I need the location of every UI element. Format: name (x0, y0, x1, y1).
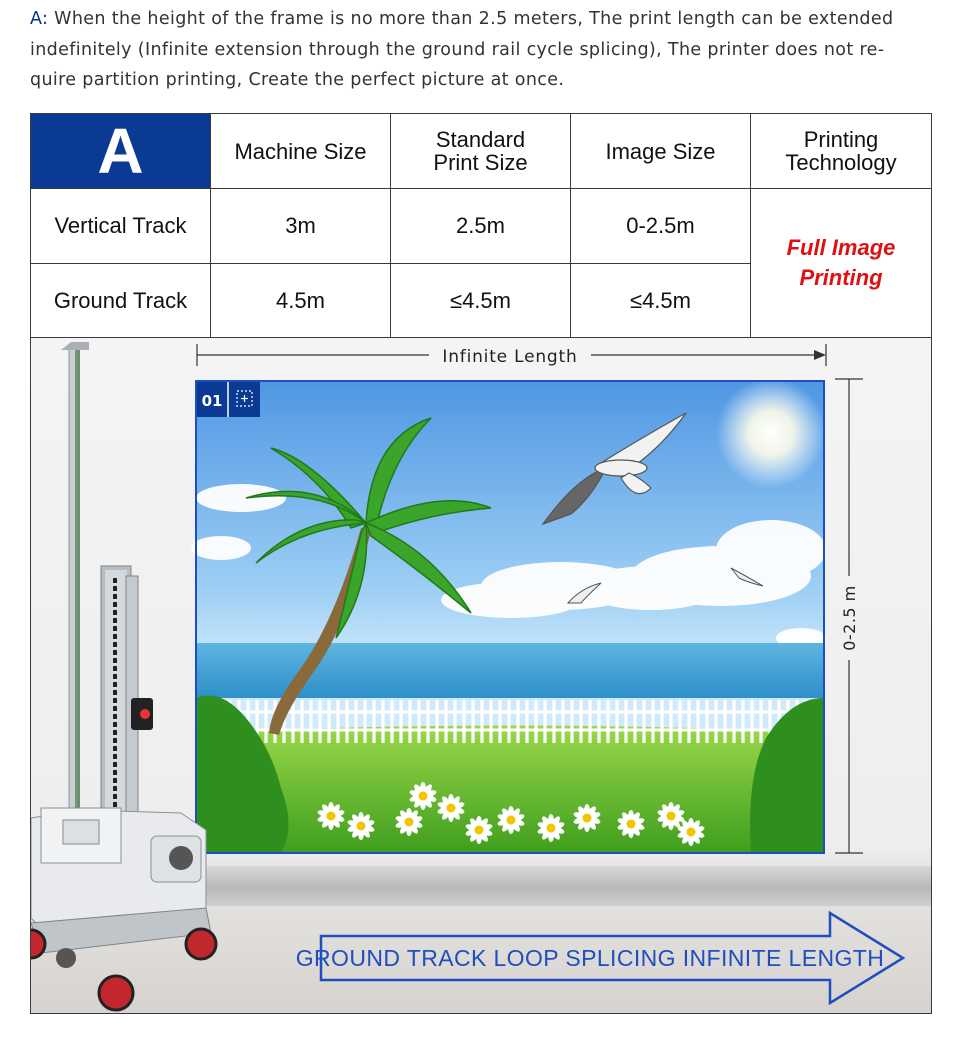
vertical-print-size: 2.5m (391, 189, 571, 264)
header-printing-technology (751, 114, 932, 189)
vertical-machine-size: 3m (211, 189, 391, 264)
header-image-size: Image Size (571, 114, 751, 189)
intro-lead: A: (30, 9, 49, 29)
infinite-length-label: Infinite Length (442, 347, 578, 367)
header-tech-line2: Technology (785, 150, 897, 175)
row-label-vertical-track: Vertical Track (31, 189, 211, 264)
infinite-length-dimension (197, 344, 826, 367)
header-machine-size: Machine Size (211, 114, 391, 189)
printed-landscape-image (191, 378, 826, 853)
height-label: 0-2.5 m (840, 585, 859, 651)
product-scene (30, 338, 932, 1014)
arrow-head-icon (814, 350, 826, 360)
intro-line-1: When the height of the frame is no more than 2.5 meters, The print length can be extended (48, 9, 894, 29)
header-standard-line1: Standard (435, 127, 526, 152)
section-badge: A (31, 114, 211, 189)
ground-print-size: ≤4.5m (391, 264, 571, 338)
technology-full-image-printing (751, 189, 932, 338)
spec-table (30, 113, 932, 338)
height-dimension (835, 379, 863, 853)
header-standard-line2: Print Size (433, 150, 528, 175)
vertical-image-size: 0-2.5m (571, 189, 751, 264)
table-row (31, 189, 932, 264)
ground-machine-size: 4.5m (211, 264, 391, 338)
image-index-number: 01 (201, 392, 223, 410)
lawn (196, 726, 824, 854)
intro-paragraph (30, 4, 935, 96)
sun-icon (716, 378, 826, 488)
technology-line2: Printing (799, 265, 883, 290)
intro-line-3: quire partition printing, Create the perfect picture at once. (30, 70, 565, 90)
intro-line-2: indefinitely (Infinite extension through the ground rail cycle splicing), The printer does not re- (30, 39, 885, 60)
technology-line1: Full Image (786, 235, 896, 260)
row-label-ground-track: Ground Track (31, 264, 211, 338)
ground-track-arrow (296, 913, 903, 1003)
wall-printer-machine (31, 342, 216, 1010)
header-standard-print-size (391, 114, 571, 189)
ground-image-size: ≤4.5m (571, 264, 751, 338)
scene-illustration (31, 338, 931, 1013)
table-header-row (31, 114, 932, 189)
header-tech-line1: Printing (803, 127, 879, 152)
ground-track-label: GROUND TRACK LOOP SPLICING INFINITE LENGTH (295, 945, 885, 971)
